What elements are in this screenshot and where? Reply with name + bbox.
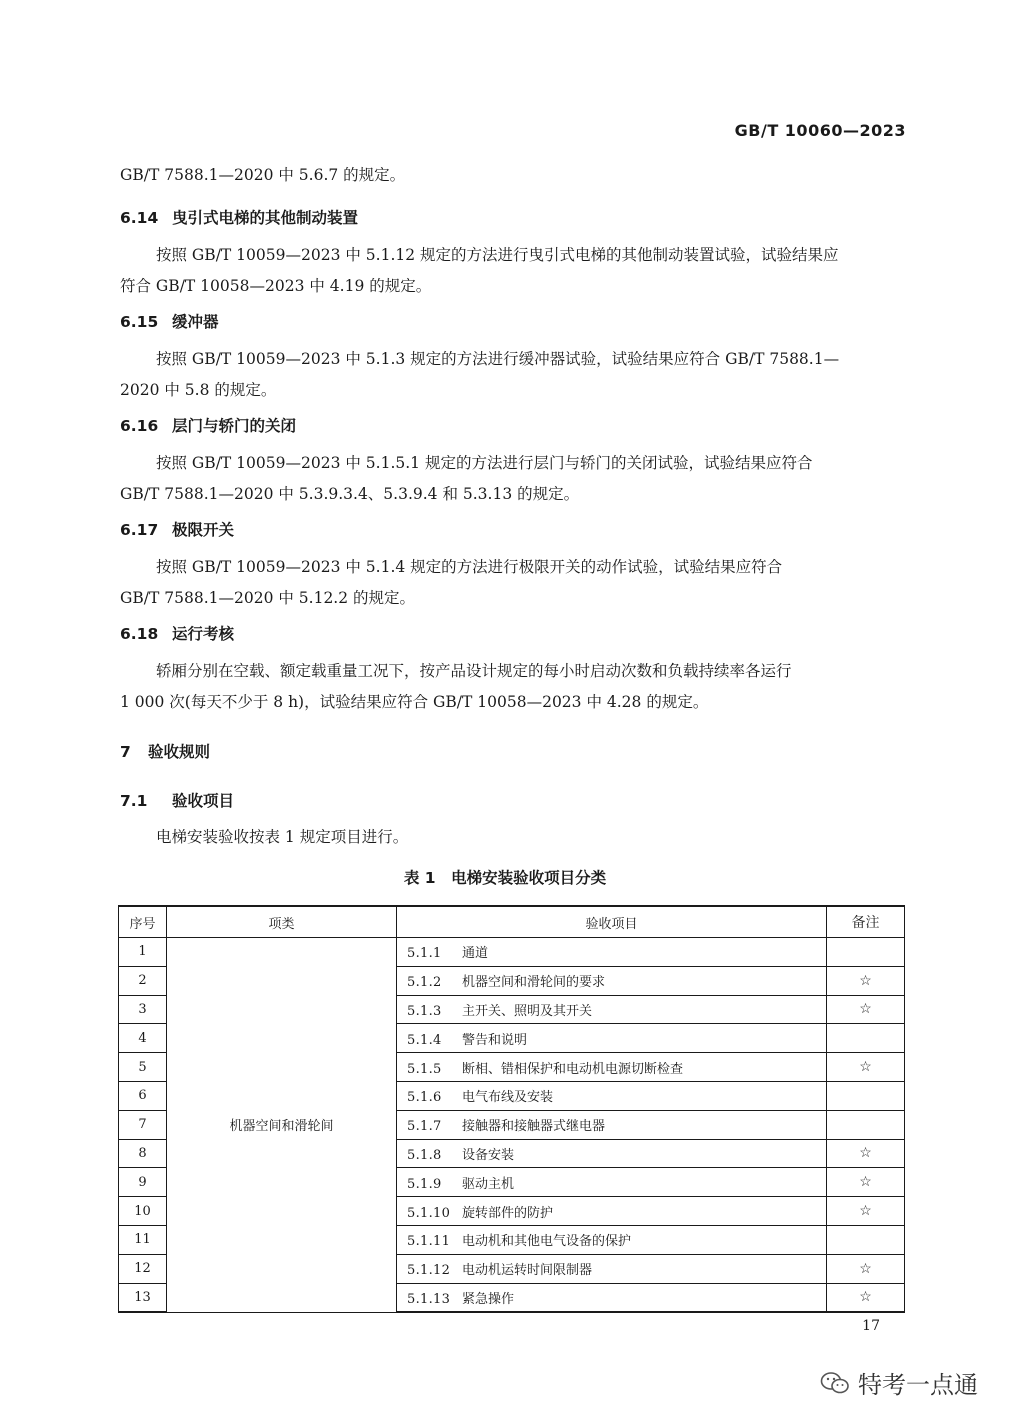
item-name: 主开关、照明及其开关 [462, 1003, 593, 1019]
item-code: 5.1.4 [407, 1032, 442, 1048]
section-6-14-heading [120, 206, 358, 228]
item-cell [397, 1139, 827, 1168]
section-6-15-heading [120, 310, 219, 332]
section-title: 层门与轿门的关闭 [172, 417, 297, 435]
item-cell [397, 966, 827, 995]
remark-cell [827, 1081, 905, 1110]
paragraph-line: 电梯安装验收按表 1 规定项目进行。 [156, 828, 409, 846]
item-cell [397, 1225, 827, 1254]
item-code: 5.1.1 [407, 946, 442, 962]
item-name: 电气布线及安装 [462, 1090, 554, 1106]
section-number: 6.16 [120, 417, 159, 435]
section-title: 缓冲器 [172, 313, 219, 331]
remark-cell: ☆ [827, 1254, 905, 1283]
section-7-1-body [120, 822, 905, 853]
acceptance-table [118, 905, 905, 1313]
header-serial: 序号 [119, 906, 167, 938]
section-number: 6.14 [120, 209, 159, 227]
paragraph-line: 2020 中 5.8 的规定。 [120, 381, 277, 399]
remark-cell [827, 938, 905, 967]
remark-cell: ☆ [827, 995, 905, 1024]
remark-cell [827, 1024, 905, 1053]
item-cell [397, 1053, 827, 1082]
remark-cell: ☆ [827, 1053, 905, 1082]
item-name: 旋转部件的防护 [462, 1205, 554, 1221]
page-number: 17 [862, 1318, 880, 1334]
section-6-17-body [120, 552, 905, 614]
wechat-icon [820, 1371, 850, 1395]
item-code: 5.1.11 [407, 1234, 451, 1250]
watermark-text: 特考一点通 [858, 1371, 978, 1399]
item-cell [397, 1110, 827, 1139]
section-6-16-body [120, 448, 905, 510]
item-name: 通道 [462, 946, 489, 962]
remark-cell: ☆ [827, 1283, 905, 1312]
header-category: 项类 [167, 906, 397, 938]
item-cell [397, 1024, 827, 1053]
section-6-18-heading [120, 622, 234, 644]
section-number: 6.17 [120, 521, 159, 539]
remark-cell [827, 1225, 905, 1254]
section-6-14-body [120, 240, 905, 302]
serial-cell: 5 [119, 1053, 167, 1082]
remark-cell: ☆ [827, 1197, 905, 1226]
header-item: 验收项目 [397, 906, 827, 938]
serial-cell: 9 [119, 1168, 167, 1197]
serial-cell: 12 [119, 1254, 167, 1283]
chapter-title: 验收规则 [148, 743, 211, 761]
paragraph-line: 1 000 次(每天不少于 8 h)，试验结果应符合 GB/T 10058—2023 中 4.28 的规定。 [120, 693, 709, 711]
item-name: 设备安装 [462, 1147, 515, 1163]
paragraph-line: 符合 GB/T 10058—2023 中 4.19 的规定。 [120, 277, 432, 295]
serial-cell: 4 [119, 1024, 167, 1053]
category-cell: 机器空间和滑轮间 [167, 938, 397, 1313]
item-cell [397, 1283, 827, 1312]
item-code: 5.1.3 [407, 1003, 442, 1019]
item-cell [397, 1081, 827, 1110]
chapter-7-heading [120, 740, 210, 762]
header-remark: 备注 [827, 906, 905, 938]
item-name: 紧急操作 [462, 1291, 515, 1307]
section-title: 验收项目 [172, 792, 235, 810]
section-6-18-body [120, 656, 905, 718]
item-name: 警告和说明 [462, 1032, 528, 1048]
serial-cell: 10 [119, 1197, 167, 1226]
paragraph-line: 轿厢分别在空载、额定载重量工况下，按产品设计规定的每小时启动次数和负载持续率各运行 [156, 662, 792, 680]
item-code: 5.1.6 [407, 1090, 442, 1106]
item-code: 5.1.12 [407, 1263, 451, 1279]
table-row [119, 938, 905, 967]
item-name: 电动机运转时间限制器 [462, 1263, 593, 1279]
section-number: 7.1 [120, 792, 148, 810]
paragraph-line: 按照 GB/T 10059—2023 中 5.1.3 规定的方法进行缓冲器试验，试验结果应符合 GB/T 7588.1— [156, 350, 840, 368]
section-number: 6.18 [120, 625, 159, 643]
item-code: 5.1.5 [407, 1061, 442, 1077]
serial-cell: 11 [119, 1225, 167, 1254]
remark-cell: ☆ [827, 966, 905, 995]
item-code: 5.1.7 [407, 1119, 442, 1135]
serial-cell: 8 [119, 1139, 167, 1168]
item-name: 驱动主机 [462, 1176, 515, 1192]
item-name: 接触器和接触器式继电器 [462, 1119, 606, 1135]
remark-cell: ☆ [827, 1168, 905, 1197]
item-cell [397, 1197, 827, 1226]
serial-cell: 7 [119, 1110, 167, 1139]
section-7-1-heading [120, 789, 234, 811]
remark-cell: ☆ [827, 1139, 905, 1168]
paragraph-line: GB/T 7588.1—2020 中 5.12.2 的规定。 [120, 589, 416, 607]
serial-cell: 6 [119, 1081, 167, 1110]
section-6-16-heading [120, 414, 296, 436]
serial-cell: 1 [119, 938, 167, 967]
serial-cell: 2 [119, 966, 167, 995]
paragraph-line: 按照 GB/T 10059—2023 中 5.1.4 规定的方法进行极限开关的动作试验，试验结果应符合 [156, 558, 783, 576]
item-name: 机器空间和滑轮间的要求 [462, 975, 606, 991]
serial-cell: 13 [119, 1283, 167, 1312]
item-name: 断相、错相保护和电动机电源切断检查 [462, 1061, 684, 1077]
item-code: 5.1.2 [407, 975, 442, 991]
item-cell [397, 938, 827, 967]
item-cell [397, 1168, 827, 1197]
paragraph-line: 按照 GB/T 10059—2023 中 5.1.5.1 规定的方法进行层门与轿门的关闭试验，试验结果应符合 [156, 454, 813, 472]
item-code: 5.1.8 [407, 1147, 442, 1163]
table-header-row [119, 906, 905, 938]
serial-cell: 3 [119, 995, 167, 1024]
remark-cell [827, 1110, 905, 1139]
item-name: 电动机和其他电气设备的保护 [462, 1234, 632, 1250]
watermark [820, 1365, 978, 1400]
item-code: 5.1.9 [407, 1176, 442, 1192]
section-title: 曳引式电梯的其他制动装置 [172, 209, 359, 227]
standard-code: GB/T 10060—2023 [734, 121, 906, 140]
continuation-text: GB/T 7588.1—2020 中 5.6.7 的规定。 [120, 166, 406, 184]
item-code: 5.1.10 [407, 1205, 451, 1221]
item-code: 5.1.13 [407, 1291, 451, 1307]
paragraph-line: GB/T 7588.1—2020 中 5.3.9.3.4、5.3.9.4 和 5.3.13 的规定。 [120, 485, 580, 503]
paragraph-line: 按照 GB/T 10059—2023 中 5.1.12 规定的方法进行曳引式电梯的其他制动装置试验，试验结果应 [156, 246, 839, 264]
table-caption: 表 1 电梯安装验收项目分类 [403, 869, 607, 887]
section-6-17-heading [120, 518, 234, 540]
item-cell [397, 1254, 827, 1283]
item-cell [397, 995, 827, 1024]
section-6-15-body [120, 344, 905, 406]
section-number: 6.15 [120, 313, 159, 331]
chapter-number: 7 [120, 743, 131, 761]
section-title: 运行考核 [172, 625, 235, 643]
section-title: 极限开关 [172, 521, 235, 539]
